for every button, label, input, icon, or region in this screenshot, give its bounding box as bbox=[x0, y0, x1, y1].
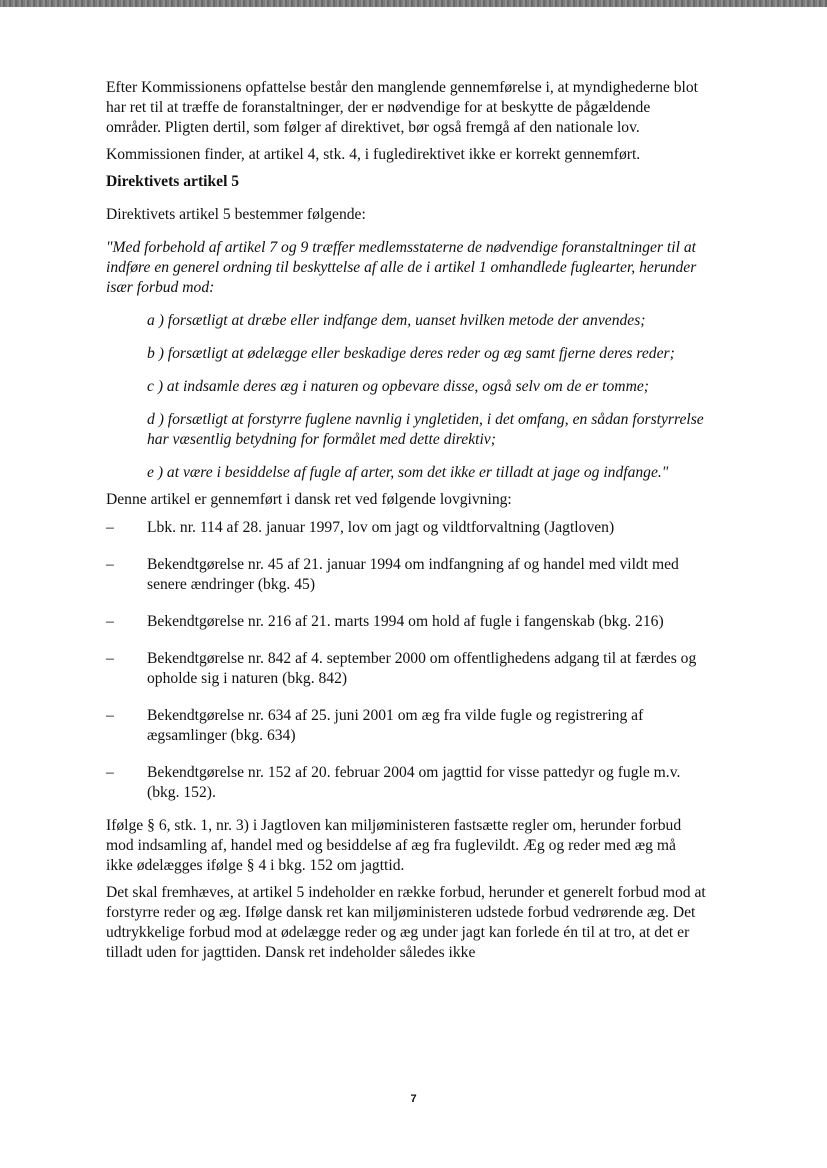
section-heading: Direktivets artikel 5 bbox=[106, 173, 240, 190]
list-item bbox=[106, 649, 706, 689]
list-item bbox=[106, 555, 706, 595]
list-item-text: Lbk. nr. 114 af 28. januar 1997, lov om jagt og vildtforvaltning (Jagtloven) bbox=[147, 519, 615, 536]
quote-intro: "Med forbehold af artikel 7 og 9 træffer medlemsstaterne de nødvendige foranstaltninger til at indføre en generel ordning til beskyttelse af alle de i artikel 1 omhandlede fuglearter, herunder især forbud mod: bbox=[106, 239, 697, 296]
page-number: 7 bbox=[410, 1093, 417, 1105]
quote-item: c ) at indsamle deres æg i naturen og opbevare disse, også selv om de er tomme; bbox=[147, 378, 649, 395]
list-bullet: – bbox=[106, 556, 114, 573]
quote-item: e ) at være i besiddelse af fugle af arter, som det ikke er tilladt at jage og indfange." bbox=[147, 464, 669, 481]
list-bullet: – bbox=[106, 613, 114, 630]
quote-item: a ) forsætligt at dræbe eller indfange dem, uanset hvilken metode der anvendes; bbox=[147, 312, 646, 329]
list-bullet: – bbox=[106, 707, 114, 724]
list-item-text: Bekendtgørelse nr. 634 af 25. juni 2001 om æg fra vilde fugle og registrering af ægsamlinger (bkg. 634) bbox=[147, 707, 644, 744]
list-bullet: – bbox=[106, 764, 114, 781]
paragraph-article-intro: Direktivets artikel 5 bestemmer følgende: bbox=[106, 206, 366, 223]
list-item-text: Bekendtgørelse nr. 152 af 20. februar 2004 om jagttid for visse pattedyr og fugle m.v. (bkg. 152). bbox=[147, 764, 681, 801]
quote-item: d ) forsætligt at forstyrre fuglene navnlig i yngletiden, i det omfang, en sådan forstyrrelse har væsentlig betydning for formålet med dette direktiv; bbox=[147, 411, 704, 448]
paragraph-emphasis: Det skal fremhæves, at artikel 5 indeholder en række forbud, herunder et generelt forbud mod at forstyrre reder og æg. Ifølge dansk ret kan miljøministeren udstede forbud vedrørende æg. Det udtrykkelige forbud mod at ødelægge reder og æg under jagt kan forlede én til at tro, at det er tilladt uden for jagttiden. Dansk ret indeholder således ikke bbox=[106, 884, 706, 961]
paragraph-jagtloven: Ifølge § 6, stk. 1, nr. 3) i Jagtloven kan miljøministeren fastsætte regler om, herunder forbud mod indsamling af, handel med og besiddelse af æg fra fuglevildt. Æg og reder med æg må ikke ødelægges ifølge § 4 i bkg. 152 om jagttid. bbox=[106, 817, 682, 874]
document-body bbox=[106, 78, 706, 963]
quote-item: b ) forsætligt at ødelægge eller beskadige deres reder og æg samt fjerne deres reder; bbox=[147, 345, 675, 362]
scan-edge bbox=[0, 0, 827, 7]
list-item-text: Bekendtgørelse nr. 842 af 4. september 2000 om offentlighedens adgang til at færdes og opholde sig i naturen (bkg. 842) bbox=[147, 650, 697, 687]
list-item-text: Bekendtgørelse nr. 45 af 21. januar 1994 om indfangning af og handel med vildt med senere ændringer (bkg. 45) bbox=[147, 556, 679, 593]
list-item bbox=[106, 518, 706, 538]
paragraph-legislation-intro: Denne artikel er gennemført i dansk ret ved følgende lovgivning: bbox=[106, 491, 512, 508]
list-item bbox=[106, 763, 706, 803]
paragraph-commission-opinion: Efter Kommissionens opfattelse består den manglende gennemførelse i, at myndighederne blot har ret til at træffe de foranstaltninger, der er nødvendige for at beskytte de pågældende områder. Pligten dertil, som følger af direktivet, bør også fremgå af den nationale lov. bbox=[106, 79, 698, 136]
paragraph-commission-finding: Kommissionen finder, at artikel 4, stk. 4, i fugledirektivet ikke er korrekt gennemført. bbox=[106, 146, 641, 163]
legislation-list bbox=[106, 518, 706, 803]
list-item bbox=[106, 612, 706, 632]
list-bullet: – bbox=[106, 650, 114, 667]
list-item-text: Bekendtgørelse nr. 216 af 21. marts 1994 om hold af fugle i fangenskab (bkg. 216) bbox=[147, 613, 664, 630]
list-bullet: – bbox=[106, 519, 114, 536]
list-item bbox=[106, 706, 706, 746]
